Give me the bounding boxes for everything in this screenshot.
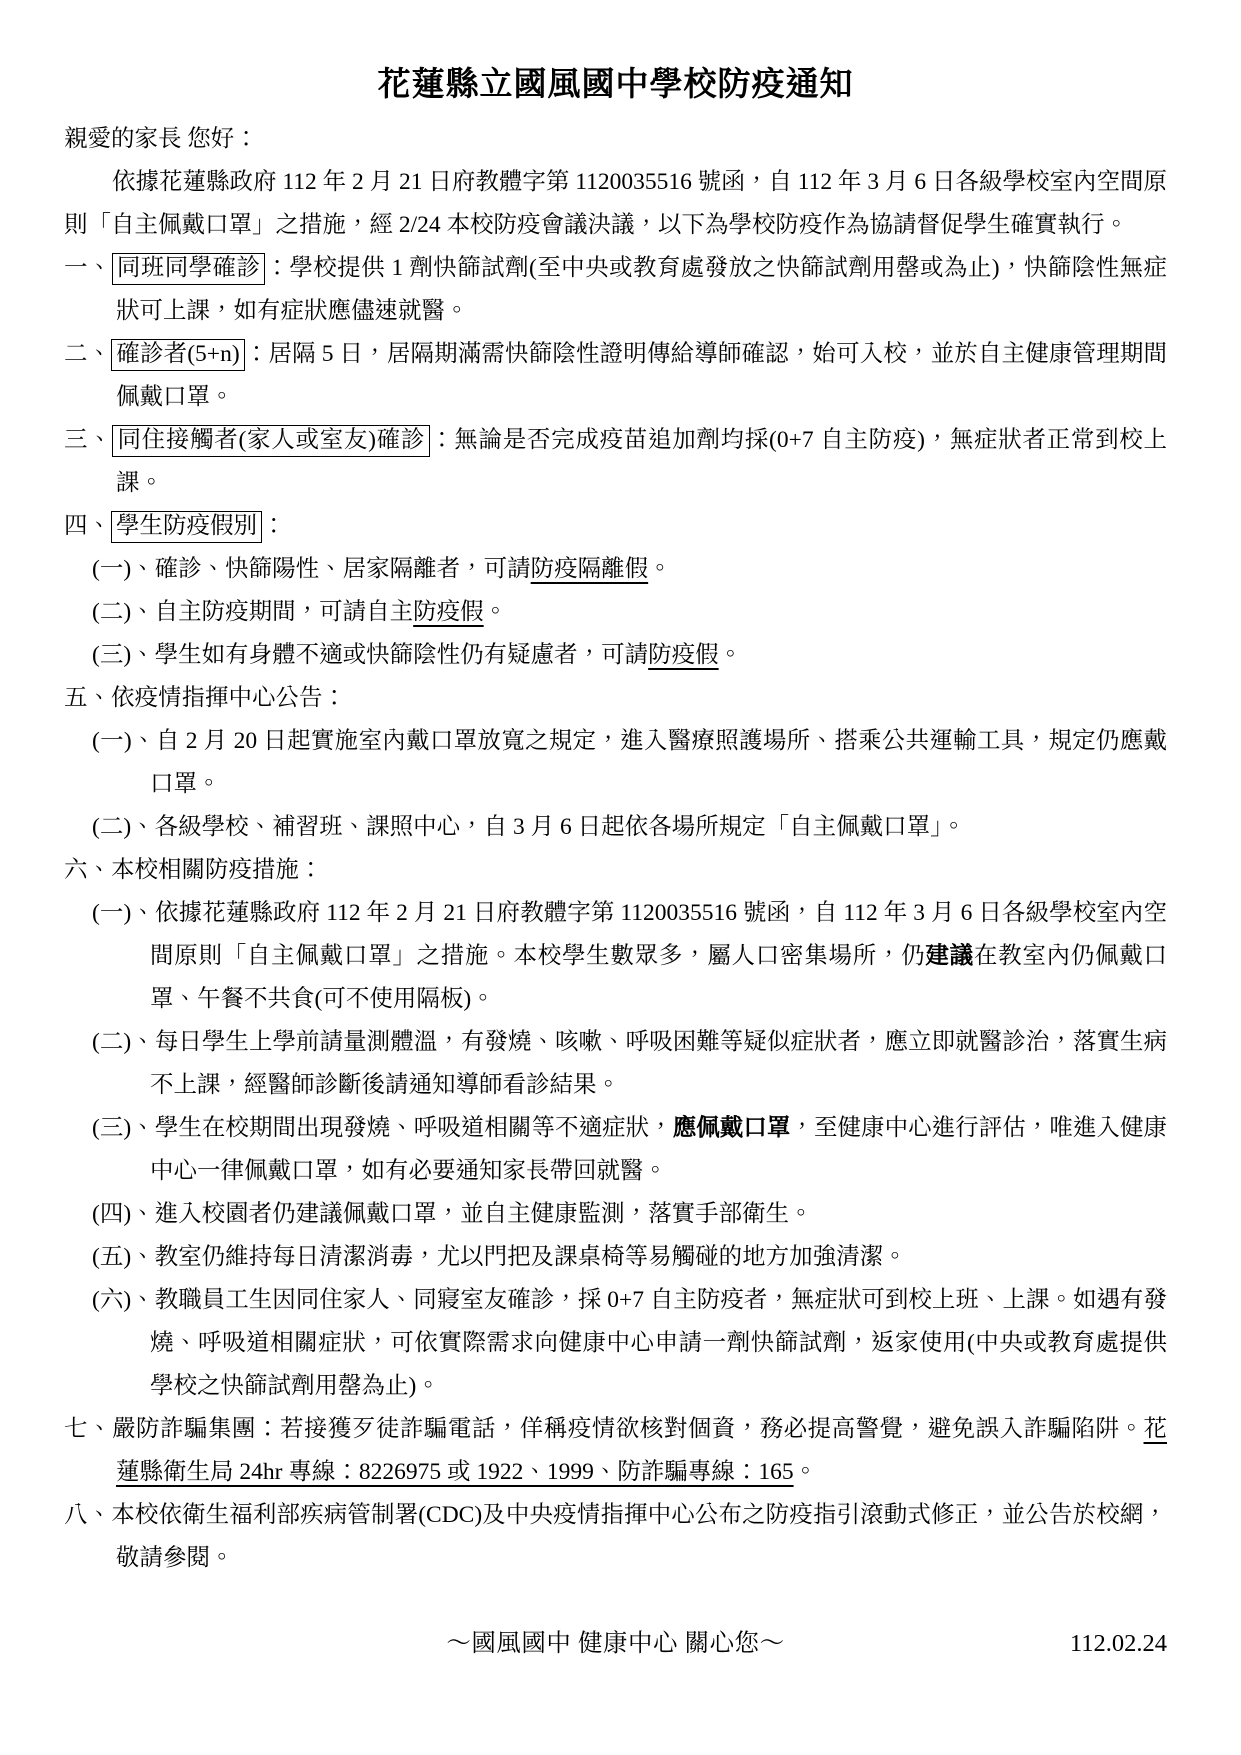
item-label: 五、: [64, 685, 111, 711]
greeting-line: 親愛的家長 您好：: [64, 126, 258, 152]
text-segment: 。: [483, 599, 508, 625]
text-segment: 本校相關防疫措施：: [111, 857, 323, 883]
item-label: (二)、: [92, 599, 155, 625]
text-segment: ：學校提供 1 劑快篩試劑(至中央或教育處發放之快篩試劑用罄或為止)，快篩陰性無症狀可上課，如有症狀應儘速就醫。: [116, 255, 1168, 324]
text-segment: 進入校園者仍建議佩戴口罩，並自主健康監測，落實手部衛生。: [154, 1201, 813, 1227]
list-item: [64, 1494, 1167, 1580]
text-segment: 各級學校、補習班、課照中心，自 3 月 6 日起依各場所規定「自主佩戴口罩」。: [154, 814, 966, 840]
list-item: [64, 247, 1167, 333]
item-label: 二、: [64, 341, 112, 367]
list-item: [64, 505, 1167, 548]
sub-list-item: [92, 1193, 1167, 1236]
text-segment: ，至健康中心進行評估，唯進入健康中心一律佩戴口罩，如有必要通知家長帶回就醫。: [150, 1115, 1168, 1184]
item-label: 一、: [64, 255, 112, 281]
page-title: 花蓮縣立國風國中學校防疫通知: [377, 67, 854, 103]
text-segment: 依據花蓮縣政府 112 年 2 月 21 日府教體字第 1120035516 號函，自 112 年 3 月 6 日各級學校室內空間原則「自主佩戴口罩」之措施，經 2/24 本校防疫會議決議，以下為學校防疫作為協請督促學生確實執行。: [64, 169, 1167, 238]
boxed-term: 學生防疫假別: [111, 511, 262, 543]
bold-text: 應佩戴口罩: [672, 1115, 791, 1141]
item-label: (三)、: [92, 1115, 155, 1141]
item-label: 六、: [64, 857, 111, 883]
text-segment: ：無論是否完成疫苗追加劑均採(0+7 自主防疫)，無症狀者正常到校上課。: [116, 427, 1168, 496]
item-label: (一)、: [92, 900, 156, 926]
item-label: (二)、: [92, 814, 155, 840]
sub-list-item: [92, 548, 1167, 591]
footer-slogan: ～國風國中 健康中心 關心您～: [446, 1630, 785, 1657]
text-segment: 學生在校期間出現發燒、呼吸道相關等不適症狀，: [154, 1115, 673, 1141]
boxed-term: 同住接觸者(家人或室友)確診: [112, 425, 430, 457]
underlined-text: 防疫假: [648, 642, 719, 668]
text-segment: 。: [793, 1459, 818, 1485]
text-segment: ：居隔 5 日，居隔期滿需快篩陰性證明傳給導師確認，始可入校，並於自主健康管理期間佩戴口罩。: [116, 341, 1168, 410]
text-segment: 本校依衛生福利部疾病管制署(CDC)及中央疫情指揮中心公布之防疫指引滾動式修正，並公告於校網，敬請參閱。: [111, 1502, 1167, 1571]
bold-text: 建議: [925, 943, 974, 969]
item-label: (二)、: [92, 1029, 155, 1055]
notice-body: [64, 161, 1167, 1580]
paragraph: [64, 161, 1167, 247]
text-segment: 嚴防詐騙集團：若接獲歹徒詐騙電話，佯稱疫情欲核對個資，務必提高警覺，避免誤入詐騙陷阱。: [111, 1416, 1144, 1442]
sub-list-item: [92, 720, 1167, 806]
text-segment: 依疫情指揮中心公告：: [111, 685, 346, 711]
list-item: [64, 849, 1167, 892]
list-item: [64, 677, 1167, 720]
underlined-text: 防疫隔離假: [530, 556, 649, 582]
boxed-term: 同班同學確診: [112, 253, 266, 285]
list-item: [64, 419, 1167, 505]
footer-date: 112.02.24: [1069, 1630, 1167, 1657]
item-label: (一)、: [92, 556, 155, 582]
list-item: [64, 1408, 1167, 1494]
underlined-text: 花蓮縣衛生局 24hr 專線：8226975 或 1922、1999、防詐騙專線：165: [116, 1416, 1168, 1485]
notice-footer: [64, 1622, 1167, 1665]
item-label: (四)、: [92, 1201, 155, 1227]
sub-list-item: [92, 1021, 1167, 1107]
sub-list-item: [92, 634, 1167, 677]
text-segment: 自主防疫期間，可請自主: [154, 599, 414, 625]
text-segment: 確診、快篩陽性、居家隔離者，可請: [154, 556, 531, 582]
item-label: (六)、: [92, 1287, 155, 1313]
sub-list-item: [92, 806, 1167, 849]
boxed-term: 確診者(5+n): [111, 339, 244, 371]
text-segment: 教室仍維持每日清潔消毒，尤以門把及課桌椅等易觸碰的地方加強清潔。: [154, 1244, 907, 1270]
item-label: (五)、: [92, 1244, 155, 1270]
item-label: 四、: [64, 513, 111, 539]
underlined-text: 防疫假: [413, 599, 484, 625]
text-segment: 。: [648, 556, 672, 582]
text-segment: ：: [262, 513, 286, 539]
text-segment: 學生如有身體不適或快篩陰性仍有疑慮者，可請: [154, 642, 649, 668]
list-item: [64, 333, 1167, 419]
item-label: 七、: [64, 1416, 112, 1442]
text-segment: 自 2 月 20 日起實施室內戴口罩放寬之規定，進入醫療照護場所、搭乘公共運輸工具，規定仍應戴口罩。: [150, 728, 1167, 797]
sub-list-item: [92, 892, 1167, 1021]
sub-list-item: [92, 1107, 1167, 1193]
item-label: 八、: [64, 1502, 112, 1528]
sub-list-item: [92, 591, 1167, 634]
text-segment: 在教室內仍佩戴口罩、午餐不共食(可不使用隔板)。: [150, 943, 1168, 1012]
text-segment: 依據花蓮縣政府 112 年 2 月 21 日府教體字第 1120035516 號函，自 112 年 3 月 6 日各級學校室內空間原則「自主佩戴口罩」之措施。本校學生數眾多，屬人口密集場所，仍: [150, 900, 1167, 969]
sub-list-item: [92, 1279, 1167, 1408]
text-segment: 。: [718, 642, 743, 668]
text-segment: 每日學生上學前請量測體溫，有發燒、咳嗽、呼吸困難等疑似症狀者，應立即就醫診治，落實生病不上課，經醫師診斷後請通知導師看診結果。: [150, 1029, 1167, 1098]
item-label: (一)、: [92, 728, 156, 754]
sub-list-item: [92, 1236, 1167, 1279]
item-label: 三、: [64, 427, 113, 453]
item-label: (三)、: [92, 642, 155, 668]
text-segment: 教職員工生因同住家人、同寢室友確診，採 0+7 自主防疫者，無症狀可到校上班、上課。如遇有發燒、呼吸道相關症狀，可依實際需求向健康中心申請一劑快篩試劑，返家使用(中央或教育處提供學校之快篩試劑用罄為止)。: [150, 1287, 1167, 1399]
